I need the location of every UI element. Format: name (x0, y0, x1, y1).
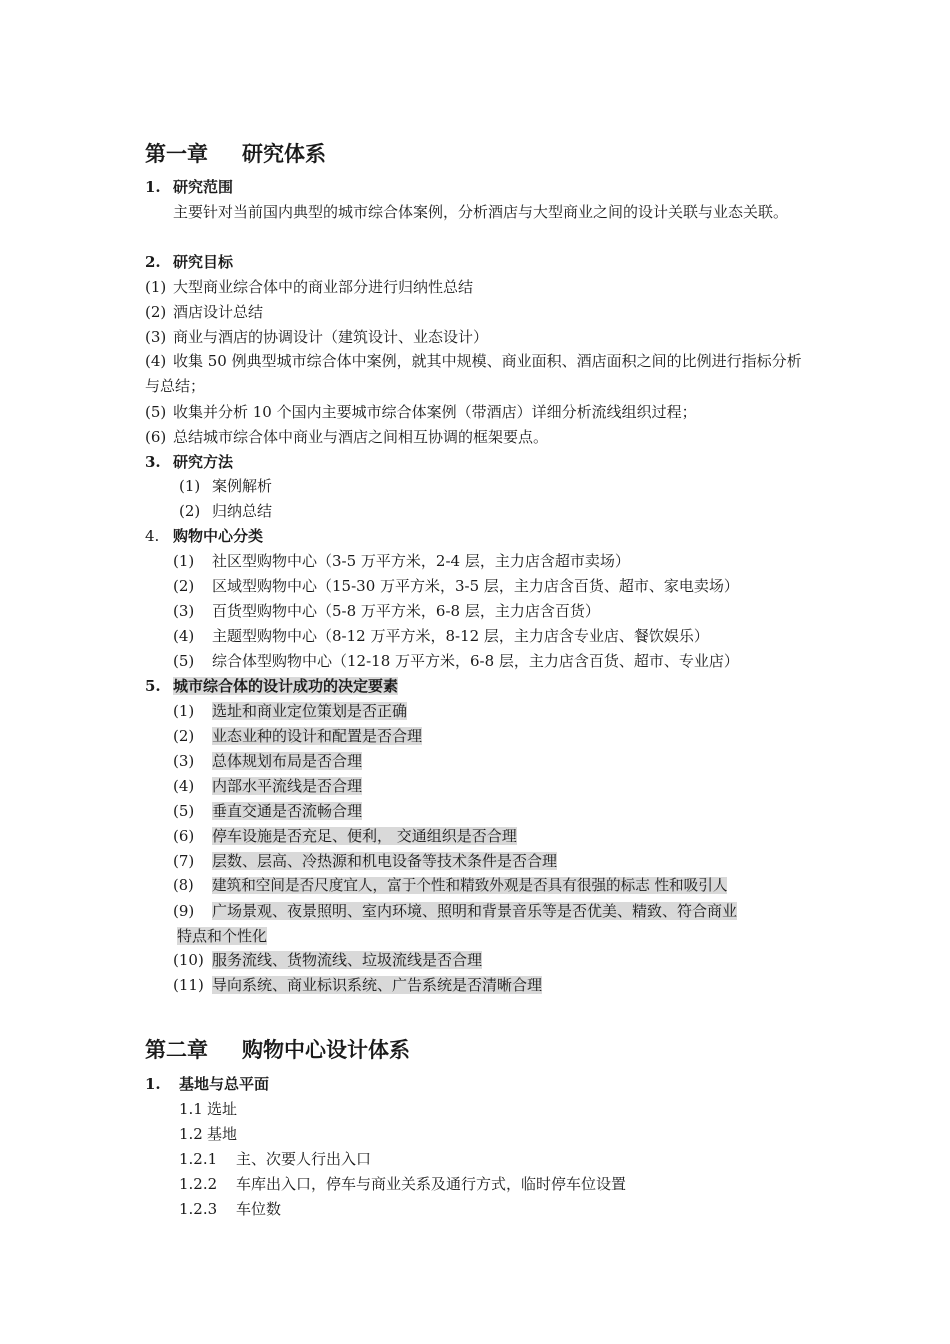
section-5-heading: 5. 城市综合体的设计成功的决定要素 (145, 677, 399, 695)
list-item: 1.1 选址 (179, 1100, 238, 1118)
list-item: 1.2.2 车库出入口，停车与商业关系及通行方式，临时停车位设置 (179, 1175, 627, 1193)
chapter-2-label: 第二章 (145, 1037, 208, 1062)
list-item: (1) 社区型购物中心（3-5 万平方米，2-4 层，主力店含超市卖场） (173, 552, 630, 570)
section-4-heading: 4. 购物中心分类 (145, 527, 264, 545)
section-2-heading: 2. 研究目标 (145, 253, 234, 271)
chapter-2-section-1-title: 基地与总平面 (179, 1075, 270, 1093)
section-5-title: 城市综合体的设计成功的决定要素 (173, 677, 399, 695)
list-item: (3) 百货型购物中心（5-8 万平方米，6-8 层，主力店含百货） (173, 602, 600, 620)
list-item: (4) 内部水平流线是否合理 (173, 777, 363, 795)
chapter-1-label: 第一章 (145, 141, 208, 166)
list-item: (2) 归纳总结 (179, 502, 273, 520)
list-item: (2) 区域型购物中心（15-30 万平方米，3-5 层，主力店含百货、超市、家电卖场） (173, 577, 739, 595)
section-4-title: 购物中心分类 (173, 527, 264, 545)
chapter-1-title: 研究体系 (242, 141, 326, 166)
chapter-2-section-1-heading: 1. 基地与总平面 (145, 1075, 270, 1093)
list-item: (7) 层数、层高、冷热源和机电设备等技术条件是否合理 (173, 852, 558, 870)
section-3-heading: 3. 研究方法 (145, 453, 234, 471)
list-item: (11) 导向系统、商业标识系统、广告系统是否清晰合理 (173, 976, 543, 994)
list-item: 1.2.1 主、次要人行出入口 (179, 1150, 372, 1168)
section-2-title: 研究目标 (173, 253, 234, 271)
section-1-title: 研究范围 (173, 178, 234, 196)
list-item: (2) 酒店设计总结 (145, 303, 264, 321)
list-item: (3) 总体规划布局是否合理 (173, 752, 363, 770)
list-item: (1) 案例解析 (179, 477, 273, 495)
section-1-heading: 1. 研究范围 (145, 178, 234, 196)
list-item: (4) 收集 50 例典型城市综合体中案例，就其中规模、商业面积、酒店面积之间的比例进行指标分析与总结； (145, 352, 802, 395)
section-1-text: 主要针对当前国内典型的城市综合体案例，分析酒店与大型商业之间的设计关联与业态关联。 (173, 203, 789, 221)
list-item: (10) 服务流线、货物流线、垃圾流线是否合理 (173, 951, 483, 969)
list-item: (1) 选址和商业定位策划是否正确 (173, 702, 408, 720)
list-item: (9) 广场景观、夜景照明、室内环境、照明和背景音乐等是否优美、精致、符合商业 (173, 902, 738, 920)
list-item: (1) 大型商业综合体中的商业部分进行归纳性总结 (145, 278, 474, 296)
list-item: (4) 主题型购物中心（8-12 万平方米，8-12 层，主力店含专业店、餐饮娱乐） (173, 627, 709, 645)
list-item: (3) 商业与酒店的协调设计（建筑设计、业态设计） (145, 328, 489, 346)
chapter-2-title: 购物中心设计体系 (242, 1037, 410, 1062)
list-item: 1.2.3 车位数 (179, 1200, 282, 1218)
list-item: (8) 建筑和空间是否尺度宜人，富于个性和精致外观是否具有很强的标志 性和吸引人 (173, 877, 728, 894)
list-item: (2) 业态业种的设计和配置是否合理 (173, 727, 423, 745)
list-item: (6) 停车设施是否充足、便利， 交通组织是否合理 (173, 827, 517, 845)
list-item: (5) 收集并分析 10 个国内主要城市综合体案例（带酒店）详细分析流线组织过程； (145, 403, 697, 421)
chapter-1-heading (145, 138, 326, 168)
list-item: (5) 综合体型购物中心（12-18 万平方米，6-8 层，主力店含百货、超市、专业店） (173, 652, 739, 670)
section-3-title: 研究方法 (173, 453, 234, 471)
list-item: 1.2 基地 (179, 1125, 238, 1143)
chapter-2-heading (145, 1034, 410, 1064)
list-item-continuation: 特点和个性化 (177, 927, 268, 945)
list-item: (5) 垂直交通是否流畅合理 (173, 802, 363, 820)
list-item: (6) 总结城市综合体中商业与酒店之间相互协调的框架要点。 (145, 428, 549, 446)
